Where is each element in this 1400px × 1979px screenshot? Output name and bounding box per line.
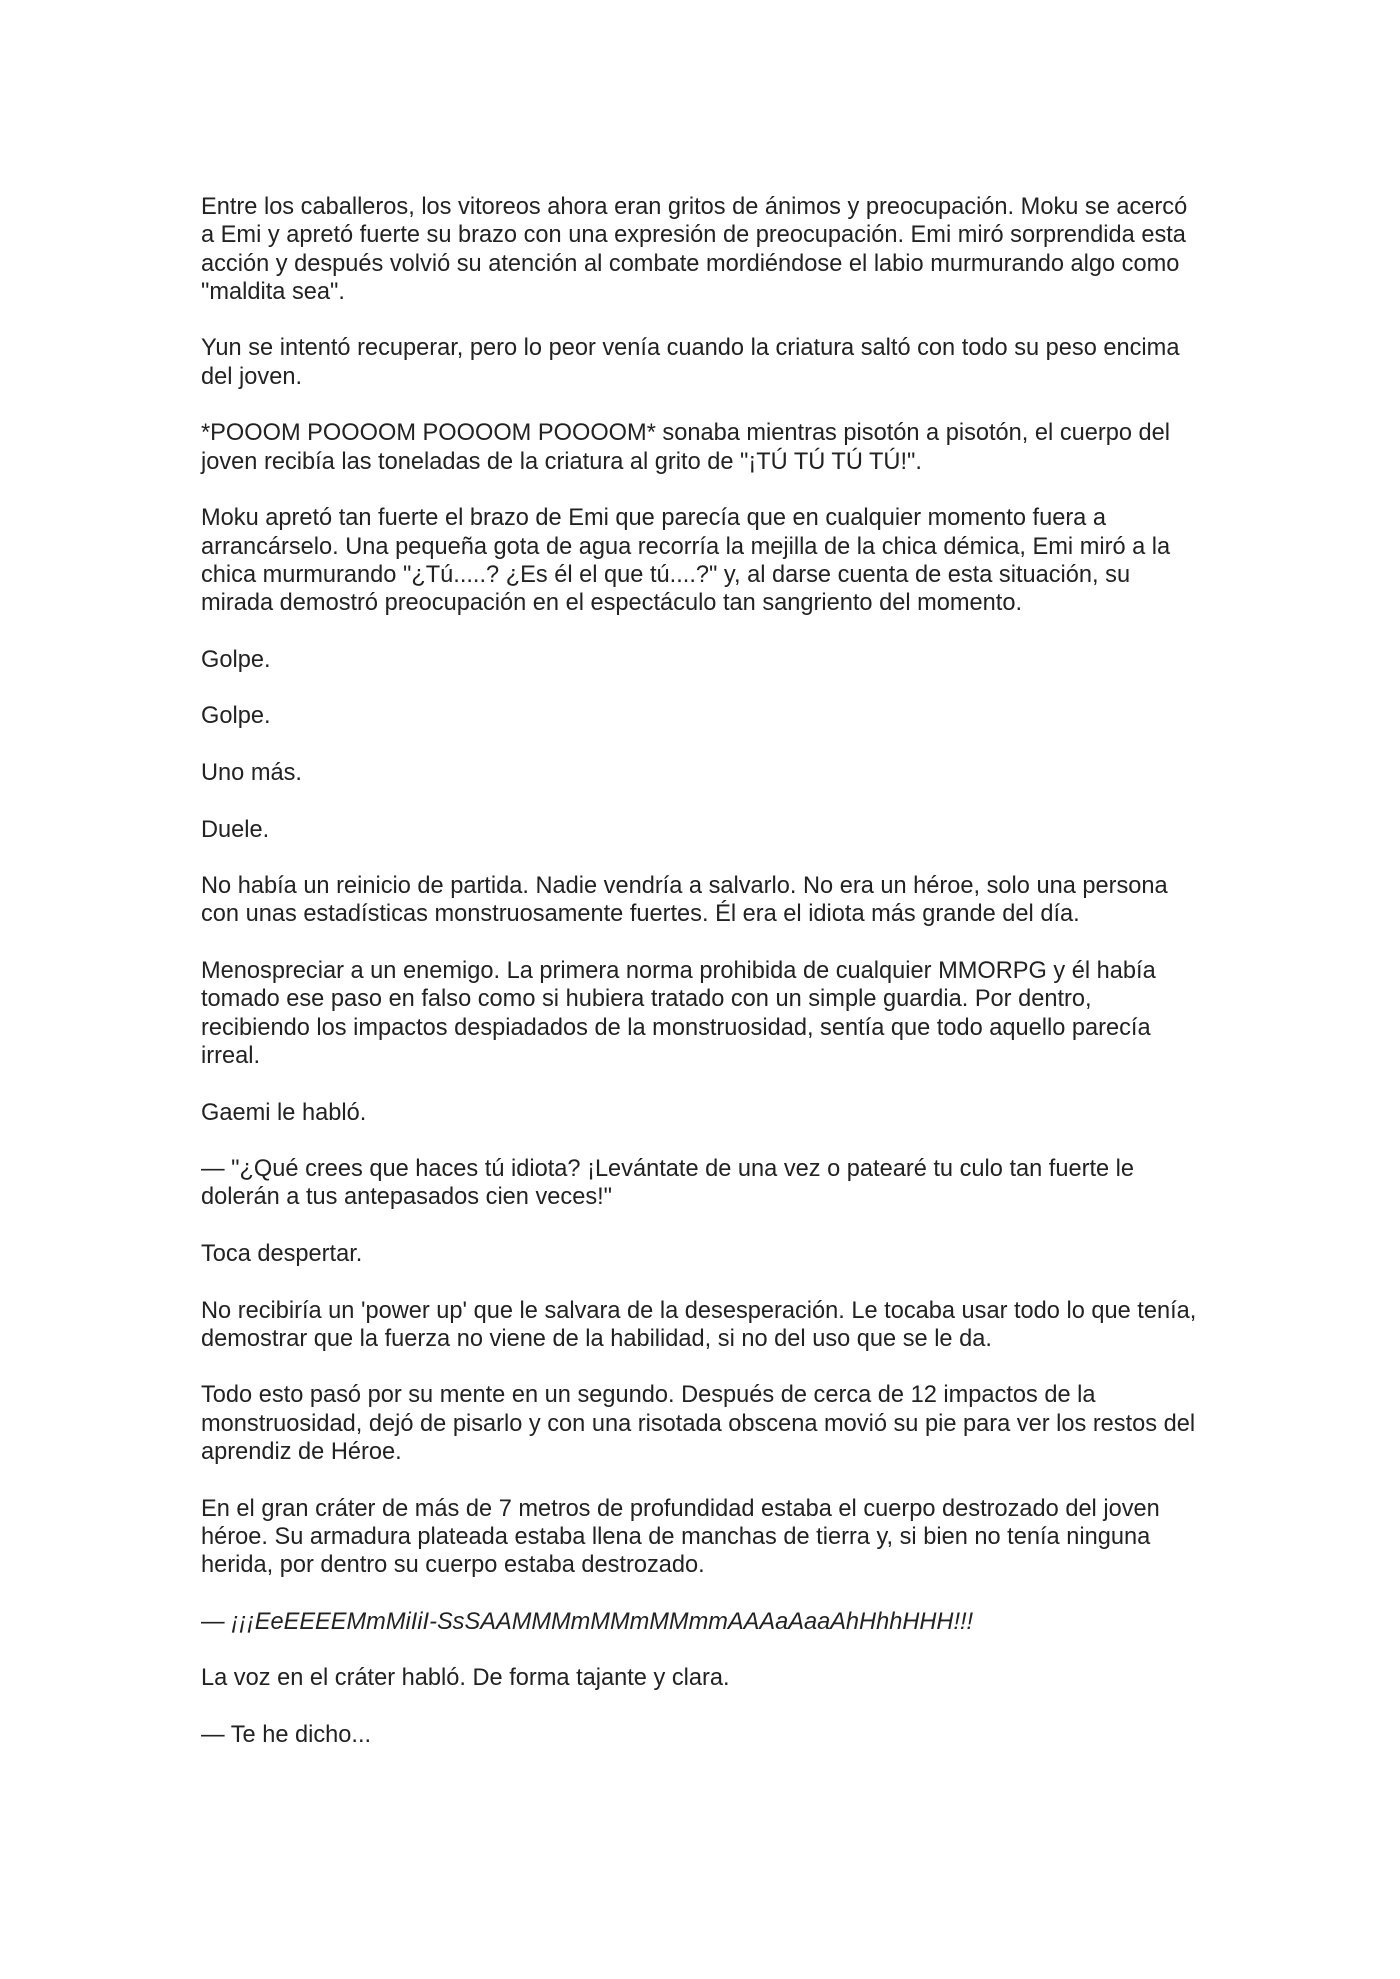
- dialogue-paragraph: — Te he dicho...: [201, 1722, 372, 1749]
- paragraph: En el gran cráter de más de 7 metros de profundidad estaba el cuerpo destrozado del joven héroe. Su armadura plateada estaba llena de manchas de tierra y, si bien no tenía ninguna herida, por dentro su cuerpo estaba destrozado.: [201, 1495, 1160, 1579]
- paragraph: Moku apretó tan fuerte el brazo de Emi que parecía que en cualquier momento fuera a arrancárselo. Una pequeña gota de agua recorría la mejilla de la chica démica, Emi miró a la chica murmurando "¿Tú.....? ¿Es él el que tú....?" y, al darse cuenta de esta situación, su mirada demostró preocupación en el espectáculo tan sangriento del momento.: [201, 505, 1171, 617]
- paragraph: Gaemi le habló.: [201, 1099, 367, 1126]
- paragraph: La voz en el cráter habló. De forma tajante y clara.: [201, 1665, 730, 1692]
- scream-paragraph: [201, 1608, 1201, 1636]
- paragraph: No recibiría un 'power up' que le salvara de la desesperación. Le tocaba usar todo lo que tenía, demostrar que la fuerza no viene de la habilidad, si no del uso que se le da.: [201, 1297, 1197, 1352]
- scream-text: ¡¡¡EeEEEEMmMiIiI-SsSAAMMMmMMmMMmmAAAaAaaAhHhhHHH!!!: [231, 1608, 974, 1635]
- paragraph: Toca despertar.: [201, 1240, 363, 1267]
- paragraph: Menospreciar a un enemigo. La primera norma prohibida de cualquier MMORPG y él había tomado ese paso en falso como si hubiera tratado con un simple guardia. Por dentro, recibiendo los impactos despiadados de la monstruosidad, sentía que todo aquello parecía irreal.: [201, 958, 1156, 1069]
- paragraph: Yun se intentó recuperar, pero lo peor venía cuando la criatura saltó con todo su peso encima del joven.: [201, 335, 1180, 390]
- paragraph: Entre los caballeros, los vitoreos ahora eran gritos de ánimos y preocupación. Moku se acercó a Emi y apretó fuerte su brazo con una expresión de preocupación. Emi miró sorprendida esta acción y después volvió su atención al combate mordiéndose el labio murmurando algo como "maldita sea".: [201, 194, 1188, 305]
- paragraph: Duele.: [201, 816, 270, 843]
- document-body: [201, 193, 1201, 1778]
- paragraph: Golpe.: [201, 703, 271, 730]
- paragraph: Golpe.: [201, 646, 271, 673]
- paragraph: *POOOM POOOOM POOOOM POOOOM* sonaba mientras pisotón a pisotón, el cuerpo del joven recibía las toneladas de la criatura al grito de "¡TÚ TÚ TÚ TÚ!".: [201, 420, 1171, 475]
- dialogue-paragraph: — "¿Qué crees que haces tú idiota? ¡Levántate de una vez o patearé tu culo tan fuerte le dolerán a tus antepasados cien veces!": [201, 1156, 1135, 1211]
- paragraph: Uno más.: [201, 759, 302, 786]
- paragraph: Todo esto pasó por su mente en un segundo. Después de cerca de 12 impactos de la monstruosidad, dejó de pisarlo y con una risotada obscena movió su pie para ver los restos del aprendiz de Héroe.: [201, 1382, 1196, 1466]
- em-dash: —: [201, 1608, 232, 1635]
- paragraph: No había un reinicio de partida. Nadie vendría a salvarlo. No era un héroe, solo una persona con unas estadísticas monstruosamente fuertes. Él era el idiota más grande del día.: [201, 873, 1168, 928]
